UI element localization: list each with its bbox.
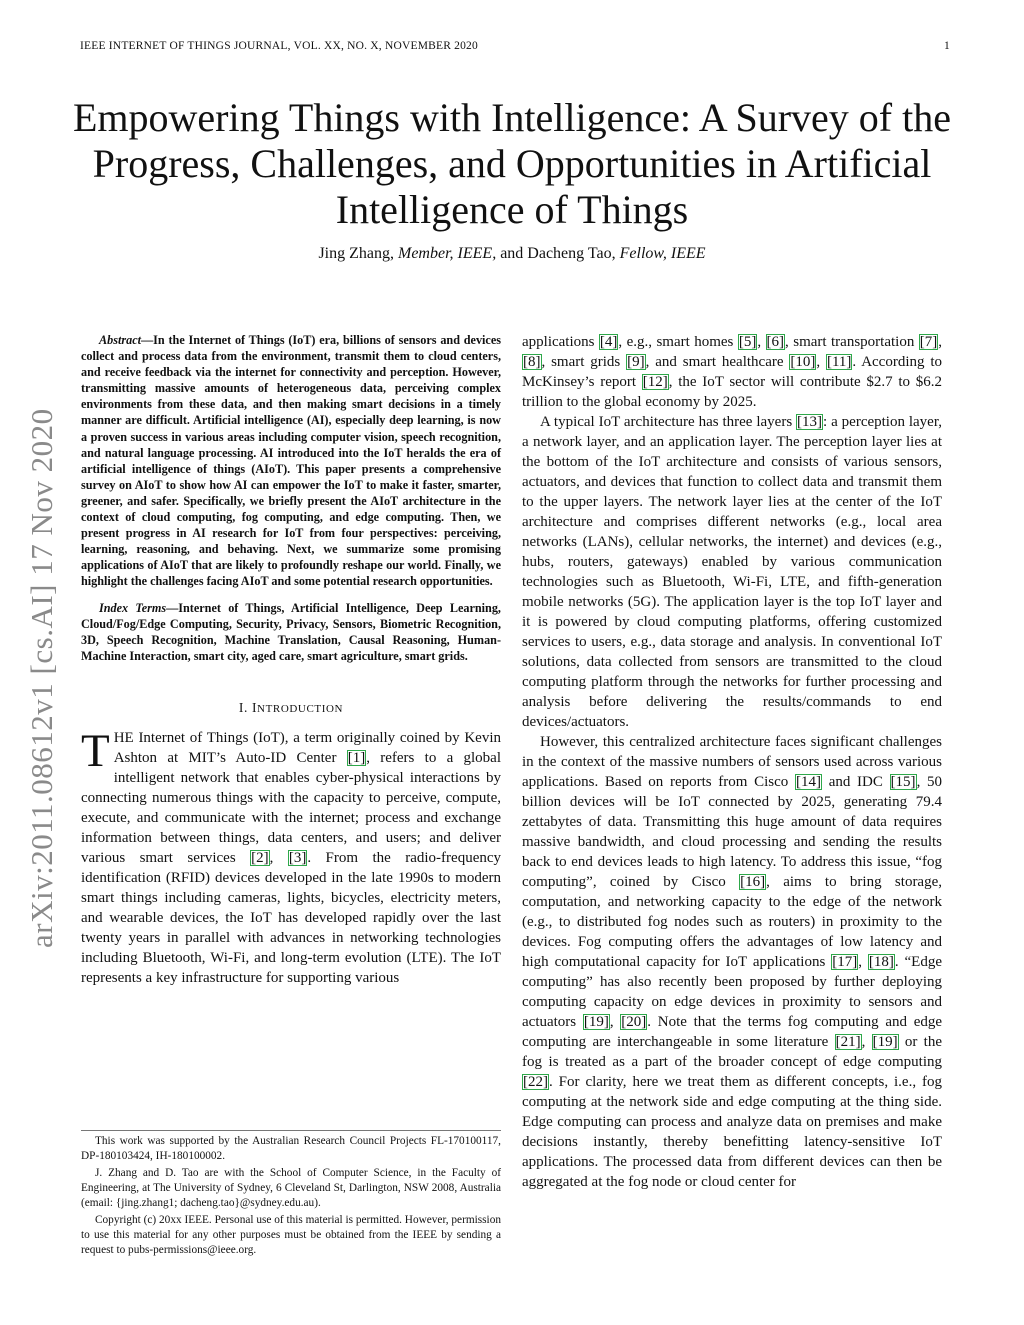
citation-link[interactable]: [19]: [872, 1034, 898, 1050]
body-paragraph: applications [4], e.g., smart homes [5], [6], smart transportation [7], [8], smart grids [9], and smart healthcare [10], [11]. According to McKinsey’s report [12], the IoT sector will contribute $2.7 to $6.2 trillion to the global economy by 2025.: [522, 334, 943, 410]
citation-link[interactable]: [21]: [835, 1034, 861, 1050]
body-paragraph: However, this centralized architecture faces significant challenges in the context of the massive numbers of sensors used across various applications. Based on reports from Cisco [14] and IDC [15], 50 billion devices will be IoT connected by 2025, generating 79.4 zettabytes of data. Transmitting this huge amount of data requires massive bandwidth, and cloud processing and sending the results back to end devices leads to high latency. To address this issue, “fog computing”, coined by Cisco [16], aims to bring storage, computation, and networking capacity to the edge of the network (e.g., to distributed fog nodes such as routers) in proximity to the devices. Fog computing offers the advantages of low latency and high computational capacity for IoT applications [17], [18]. “Edge computing” has also recently been proposed by further deploying computing capacity on edge devices in proximity to sensors and actuators [19], [20]. Note that the terms fog computing and edge computing are interchangeable in some literature [21], [19] or the fog is treated as a part of the broader concept of edge computing [22]. For clarity, here we treat them as different concepts, i.e., fog computing at the network side and edge computing at the thing side. Edge computing can process and analyze data on premises and make decisions instantly, thereby benefitting latency-sensitive IoT applications. The processed data from different devices can then be aggregated at the fog node or cloud center for: [522, 734, 943, 1190]
citation-link[interactable]: [22]: [523, 1074, 548, 1090]
citation-link[interactable]: [1]: [347, 749, 366, 766]
author-1-role: Member, IEEE,: [398, 245, 497, 262]
citation-link[interactable]: [2]: [251, 849, 269, 866]
page-number: 1: [944, 40, 950, 52]
abstract-text: —In the Internet of Things (IoT) era, billions of sensors and devices collect and process data from the environment, transmit them to cloud centers, and receive feedback via the internet for connectivity and perception. However, transmitting massive amounts of heterogeneous data, perceiving complex environments from these data, and then making smart decisions in a timely manner are difficult. Artificial intelligence (AI), especially deep learning, is now a proven success in various areas including computer vision, speech recognition, and natural language processing. AI introduced into the IoT heralds the era of artificial intelligence of things (AIoT). This paper presents a comprehensive survey on AIoT to show how AI can empower the IoT to make it faster, smarter, greener, and safer. Specifically, we briefly present the AIoT architecture in the context of cloud computing, fog computing, and edge computing. Then, we present progress in AI research for IoT from four perspectives: perceiving, learning, reasoning, and behaving. Next, we summarize some promising applications of AIoT that are likely to profoundly reshape our world. Finally, we highlight the challenges facing AIoT and some potential research opportunities.: [81, 333, 501, 589]
footnote-funding: This work was supported by the Australian Research Council Projects FL-170100117, DP-180103424, IH-180100002.: [81, 1135, 501, 1162]
citation-link[interactable]: [17]: [832, 954, 858, 970]
right-column: [522, 332, 942, 1192]
citation-link[interactable]: [4]: [599, 334, 618, 350]
index-terms-text: —Internet of Things, Artificial Intelligence, Deep Learning, Cloud/Fog/Edge Computing, Security, Privacy, Sensors, Biometric Recognition, 3D, Speech Recognition, Machine Translation, Causal Reasoning, Human-Machine Interaction, smart city, aged care, smart agriculture, smart grids.: [81, 600, 501, 663]
footnotes: [81, 1130, 501, 1260]
footnote-copyright: Copyright (c) 20xx IEEE. Personal use of this material is permitted. However, permission to use this material for any other purposes must be obtained from the IEEE by sending a request to pubs-permissions@ieee.org.: [81, 1214, 501, 1256]
abstract: [81, 332, 501, 590]
arxiv-stamp: arXiv:2011.08612v1 [cs.AI] 17 Nov 2020: [24, 408, 59, 948]
abstract-label: Abstract: [99, 333, 141, 347]
drop-cap: T: [81, 724, 110, 777]
citation-link[interactable]: [18]: [868, 954, 894, 970]
citation-link[interactable]: [13]: [797, 414, 823, 430]
left-column: [81, 332, 501, 988]
paper-title: Empowering Things with Intelligence: A Survey of the Progress, Challenges, and Opportunities in Artificial Intelligence of Things: [72, 95, 951, 232]
intro-paragraph: THE Internet of Things (IoT), a term originally coined by Kevin Ashton at MIT’s Auto-ID Center [1], refers to a global intelligent network that enables cyber-physical interactions by connecting numerous things with the capacity to perceive, compute, execute, and communicate with the internet; process and exchange information between things, data centers, and users; and deliver various smart services [2], [3]. From the radio-frequency identification (RFID) devices developed in the late 1990s to modern smart things including cameras, lights, bicycles, electricity meters, and wearable devices, the IoT has developed rapidly over the last twenty years in parallel with advances in networking technologies including Bluetooth, Wi-Fi, and long-term evolution (LTE). The IoT represents a key infrastructure for supporting various: [81, 724, 502, 986]
body-paragraph: A typical IoT architecture has three layers [13]: a perception layer, a network layer, and an application layer. The perception layer lies at the bottom of the IoT architecture and consists of various sensors, actuators, and devices that function to collect data and transmit them to the upper layers. The network layer lies at the center of the IoT architecture and comprises different networks (e.g., local area networks (LANs), cellular networks, the internet) and devices (e.g., hubs, routers, gateways) enabled by various communication technologies such as Bluetooth, Wi-Fi, LTE, and fifth-generation mobile networks (5G). The application layer is the top IoT layer and it is powered by cloud computing platforms, offering customized services to users, e.g., data storage and analysis. In conventional IoT solutions, data collected from sensors are transmitted to the cloud computing platform through the networks for further processing and analysis before delivering the results/commands to end devices/actuators.: [522, 414, 942, 730]
citation-link[interactable]: [8]: [523, 354, 541, 370]
citation-link[interactable]: [16]: [740, 874, 766, 890]
section-heading-introduction: I. INTRODUCTION: [238, 699, 344, 715]
author-2-role: Fellow, IEEE: [619, 245, 706, 262]
citation-link[interactable]: [7]: [919, 334, 938, 350]
running-header: [80, 40, 950, 52]
citation-link[interactable]: [19]: [583, 1014, 609, 1030]
citation-link[interactable]: [14]: [796, 774, 821, 790]
author-1: Jing Zhang,: [318, 245, 398, 262]
citation-link[interactable]: [12]: [642, 374, 668, 390]
author-line: [0, 245, 1024, 263]
citation-link[interactable]: [20]: [621, 1014, 647, 1030]
citation-link[interactable]: [5]: [738, 334, 757, 350]
citation-link[interactable]: [10]: [790, 354, 816, 370]
footnote-affiliation: J. Zhang and D. Tao are with the School of Computer Science, in the Faculty of Engineering, at The University of Sydney, 6 Cleveland St, Darlington, NSW 2008, Australia (email: {jing.zhang1; dacheng.tao}@sydney.edu.au).: [81, 1167, 501, 1209]
citation-link[interactable]: [15]: [890, 774, 916, 790]
index-terms: [81, 600, 501, 664]
citation-link[interactable]: [9]: [627, 354, 645, 370]
author-2: and Dacheng Tao,: [496, 245, 620, 262]
journal-name: IEEE INTERNET OF THINGS JOURNAL, VOL. XX, NO. X, NOVEMBER 2020: [80, 40, 478, 52]
citation-link[interactable]: [11]: [826, 354, 852, 370]
citation-link[interactable]: [6]: [766, 334, 785, 350]
index-terms-label: Index Terms: [99, 600, 167, 615]
citation-link[interactable]: [3]: [288, 849, 307, 866]
